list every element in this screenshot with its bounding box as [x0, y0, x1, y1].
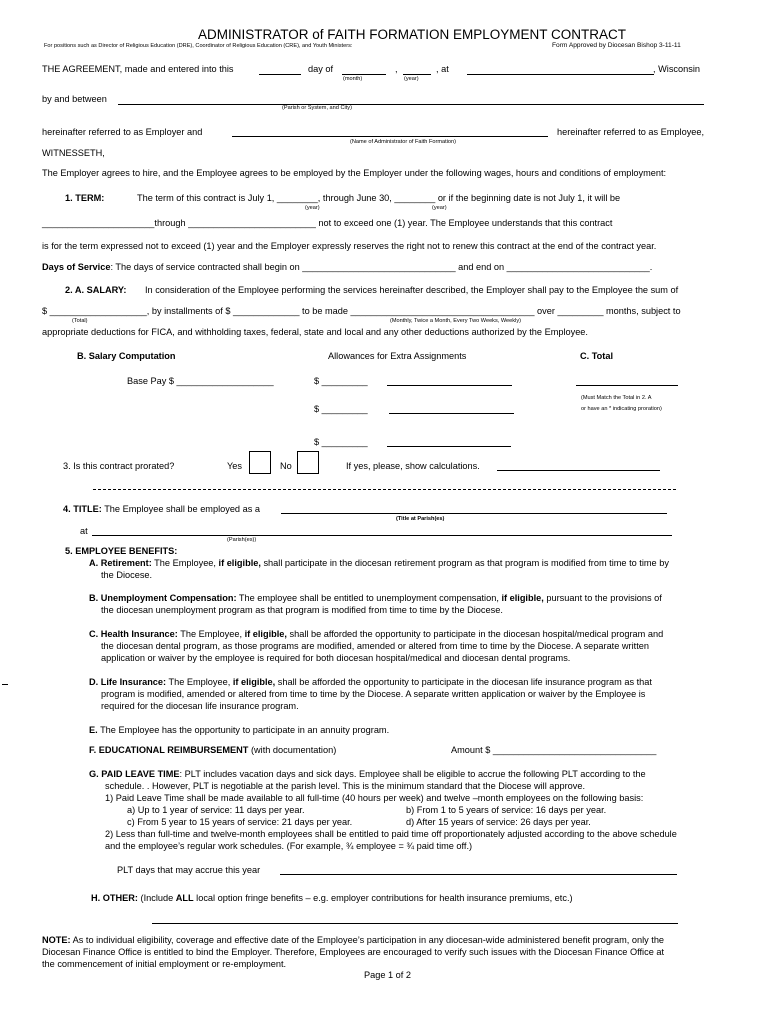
day-of-label: day of: [308, 64, 334, 74]
document-title: ADMINISTRATOR of FAITH FORMATION EMPLOYMENT CONTRACT: [198, 27, 627, 42]
wisconsin-label: , Wisconsin: [653, 64, 700, 74]
year-hint: (year): [404, 76, 419, 82]
salary-line-3: appropriate deductions for FICA, and withholding taxes, federal, state and local and any other deductions authorized by the Employee.: [42, 327, 588, 337]
employer-label: hereinafter referred to as Employer and: [42, 127, 203, 137]
salary-heading: 2. A. SALARY:: [65, 285, 127, 295]
unemployment-text-1: The employee shall be entitled to unemployment compensation,: [236, 593, 502, 603]
allowance-amount-1[interactable]: $ _________: [314, 376, 368, 386]
plt-text-1: : PLT includes vacation days and sick days. Employee shall be eligible to accrue the following PLT according to the: [179, 769, 646, 779]
other-text-1: (Include: [137, 893, 176, 903]
unemployment-line-2: the diocesan unemployment program as that program is modified from time to time by the Diocese.: [101, 605, 503, 615]
plt-line-3: 1) Paid Leave Time shall be made available to all full-time (40 hours per week) and twelve –month employees on the following basis:: [105, 793, 644, 803]
agreement-label: THE AGREEMENT, made and entered into this: [42, 64, 234, 74]
calculations-label: If yes, please, show calculations.: [346, 461, 480, 471]
plt-tier-b: b) From 1 to 5 years of service: 16 days per year.: [406, 805, 607, 815]
term-year-hint-a: (year): [305, 205, 320, 211]
days-of-service-text: : The days of service contracted shall begin on ______________________________ and end on ____________________________.: [110, 262, 653, 272]
retirement-label: A. Retirement:: [89, 558, 152, 568]
unemployment-text-2: pursuant to the provisions of: [543, 593, 662, 603]
title-label: 4. TITLE:: [63, 504, 102, 514]
plt-tier-d: d) After 15 years of service: 26 days per year.: [406, 817, 591, 827]
retirement-eligible: if eligible,: [218, 558, 261, 568]
prorated-question: 3. Is this contract prorated?: [63, 461, 175, 471]
allowance-description-1[interactable]: [387, 385, 512, 386]
page-number: Page 1 of 2: [364, 970, 411, 980]
retirement-line-2: the Diocese.: [101, 570, 153, 580]
term-line-3: is for the term expressed not to exceed (1) year and the Employer expressly reserves the right not to renew this contract at the end of the contract year.: [42, 241, 657, 251]
term-line-1: The term of this contract is July 1, ________, through June 30, ________ or if the beginning date is not July 1, it will be: [137, 193, 621, 203]
educational-text: (with documentation): [248, 745, 337, 755]
benefits-heading: 5. EMPLOYEE BENEFITS:: [65, 546, 178, 556]
frequency-hint: (Monthly, Twice a Month, Every Two Weeks, Weekly): [390, 318, 521, 324]
life-line-3: required for the diocesan life insurance program.: [101, 701, 299, 711]
plt-days-label: PLT days that may accrue this year: [117, 865, 261, 875]
comma: ,: [395, 64, 398, 74]
calculations-line[interactable]: [93, 489, 676, 490]
administrator-hint: (Name of Administrator of Faith Formation): [350, 139, 457, 145]
life-line-1: [89, 677, 652, 688]
margin-mark: [2, 684, 8, 685]
health-eligible: if eligible,: [244, 629, 287, 639]
salary-computation-heading: B. Salary Computation: [77, 351, 176, 361]
note-text-1: As to individual eligibility, coverage and effective date of the Employee’s participation in any diocesan-wide administered benefit program, only the: [70, 935, 665, 945]
life-eligible: if eligible,: [232, 677, 276, 687]
plt-line-4: 2) Less than full-time and twelve-month employees shall be entitled to paid time off proportionately adjusted according to the above schedule: [105, 829, 677, 839]
retirement-line-1: [89, 558, 669, 569]
title-text: The Employee shall be employed as a: [104, 504, 260, 514]
positions-note: For positions such as Director of Religious Education (DRE), Coordinator of Religious Education (CRE), and Youth Ministers:: [44, 43, 353, 49]
other-line: [91, 893, 573, 904]
must-match-note-1: (Must Match the Total in 2. A: [581, 395, 652, 401]
no-checkbox[interactable]: [297, 451, 319, 474]
retirement-text-1: The Employee,: [151, 558, 219, 568]
term-year-hint-b: (year): [432, 205, 447, 211]
educational-amount-field[interactable]: Amount $ ________________________________: [451, 745, 657, 755]
at-label: , at: [436, 64, 449, 74]
retirement-text-2: shall participate in the diocesan retirement program as that program is modified from time to time by: [260, 558, 669, 568]
year-field[interactable]: [403, 74, 431, 75]
educational-label: F. EDUCATIONAL REIMBURSEMENT: [89, 745, 249, 755]
title-row: [63, 504, 260, 515]
yes-label: Yes: [227, 461, 242, 471]
note-line-2: Diocesan Finance Office is entitled to bind the Employer. Therefore, Employees are encouraged to verify such issues with the Diocesan Finance Office at: [42, 947, 665, 957]
note-line-3: the commencement of initial employment or re-employment.: [42, 959, 287, 969]
plt-line-1: [89, 769, 646, 780]
total-hint: (Total): [72, 318, 88, 324]
witnesseth: WITNESSETH,: [42, 148, 105, 158]
other-label: H. OTHER:: [91, 893, 138, 903]
calculations-field[interactable]: [497, 470, 660, 471]
days-of-service: [42, 262, 652, 273]
other-benefits-field[interactable]: [152, 923, 678, 924]
month-hint: (month): [343, 76, 363, 82]
term-line-2: ______________________through _________________________ not to exceed one (1) year. The Employee understands that this contract: [42, 218, 613, 228]
allowance-description-3[interactable]: [387, 446, 511, 447]
health-text-1: The Employee,: [177, 629, 245, 639]
title-field[interactable]: [281, 513, 667, 514]
employee-label: hereinafter referred to as Employee,: [557, 127, 705, 137]
educational-line: [89, 745, 336, 756]
allowance-amount-3[interactable]: $ _________: [314, 437, 368, 447]
days-of-service-label: Days of Service: [42, 262, 111, 272]
intro-paragraph: The Employer agrees to hire, and the Employee agrees to be employed by the Employer under the following wages, hours and conditions of employment:: [42, 168, 667, 178]
life-text-2: shall be afforded the opportunity to participate in the diocesan life insurance program as that: [275, 677, 652, 687]
parish-hint: (Parish or System, and City): [282, 105, 352, 111]
parishes-hint: (Parish(es)): [227, 537, 257, 543]
note-line-1: [42, 935, 664, 946]
health-line-2: the diocesan dental program, as those programs are modified, amended or altered from time to time by the Diocese. A separate written: [101, 641, 649, 651]
no-label: No: [280, 461, 292, 471]
at-parish-label: at: [80, 526, 88, 536]
unemployment-line-1: [89, 593, 662, 604]
life-text-1: The Employee,: [166, 677, 233, 687]
allowances-heading: Allowances for Extra Assignments: [328, 351, 467, 361]
health-label: C. Health Insurance:: [89, 629, 178, 639]
annuity-text: The Employee has the opportunity to participate in an annuity program.: [97, 725, 390, 735]
by-between-label: by and between: [42, 94, 107, 104]
salary-heading-text: In consideration of the Employee performing the services hereinafter described, the Employer shall pay to the Employee the sum of: [145, 285, 679, 295]
life-label: D. Life Insurance:: [89, 677, 167, 687]
total-field[interactable]: [576, 385, 678, 386]
base-pay-field[interactable]: Base Pay $ ___________________: [127, 376, 274, 386]
plt-line-5: and the employee’s regular work schedules. (For example, ¾ employee = ¾ paid time off.): [105, 841, 473, 851]
plt-label: G. PAID LEAVE TIME: [89, 769, 180, 779]
other-all: ALL: [175, 893, 194, 903]
title-hint: (Title at Parish(es): [396, 516, 445, 522]
administrator-name-field[interactable]: [232, 136, 548, 137]
annuity-line: [89, 725, 389, 736]
term-label: 1. TERM:: [65, 193, 105, 203]
city-field[interactable]: [467, 74, 654, 75]
allowance-amount-2[interactable]: $ _________: [314, 404, 368, 414]
month-field[interactable]: [342, 74, 386, 75]
total-heading: C. Total: [580, 351, 614, 361]
health-line-3: application or waiver by the employee is required for both diocesan hospital/medical and diocesan dental programs.: [101, 653, 571, 663]
day-field[interactable]: [259, 74, 301, 75]
plt-tier-a: a) Up to 1 year of service: 11 days per year.: [127, 805, 305, 815]
unemployment-eligible: if eligible,: [501, 593, 544, 603]
annuity-label: E.: [89, 725, 98, 735]
life-line-2: program is modified, amended or altered from time to time by the Diocese. A separate written application or waiver by the Employee is: [101, 689, 646, 699]
unemployment-label: B. Unemployment Compensation:: [89, 593, 237, 603]
plt-tier-c: c) From 5 year to 15 years of service: 21 days per year.: [127, 817, 353, 827]
other-text-2: local option fringe benefits – e.g. employer contributions for health insurance premiums, etc.): [193, 893, 573, 903]
parishes-field[interactable]: [92, 535, 672, 536]
plt-line-2: schedule. . However, PLT is negotiable at the parish level. This is the minimum standard that the Diocese will approve.: [105, 781, 586, 791]
health-line-1: [89, 629, 663, 640]
allowance-description-2[interactable]: [389, 413, 514, 414]
note-label: NOTE:: [42, 935, 71, 945]
plt-days-field[interactable]: [280, 874, 677, 875]
must-match-note-2: or have an * indicating proration): [581, 406, 662, 412]
salary-line-2: $ ___________________, by installments of $ _____________ to be made ____________________________________ over _________ months, subject to: [42, 306, 681, 316]
health-text-2: shall be afforded the opportunity to participate in the diocesan hospital/medical program and: [286, 629, 664, 639]
parish-field[interactable]: [118, 104, 704, 105]
approval-note: Form Approved by Diocesan Bishop 3-11-11: [552, 42, 681, 49]
yes-checkbox[interactable]: [249, 451, 271, 474]
